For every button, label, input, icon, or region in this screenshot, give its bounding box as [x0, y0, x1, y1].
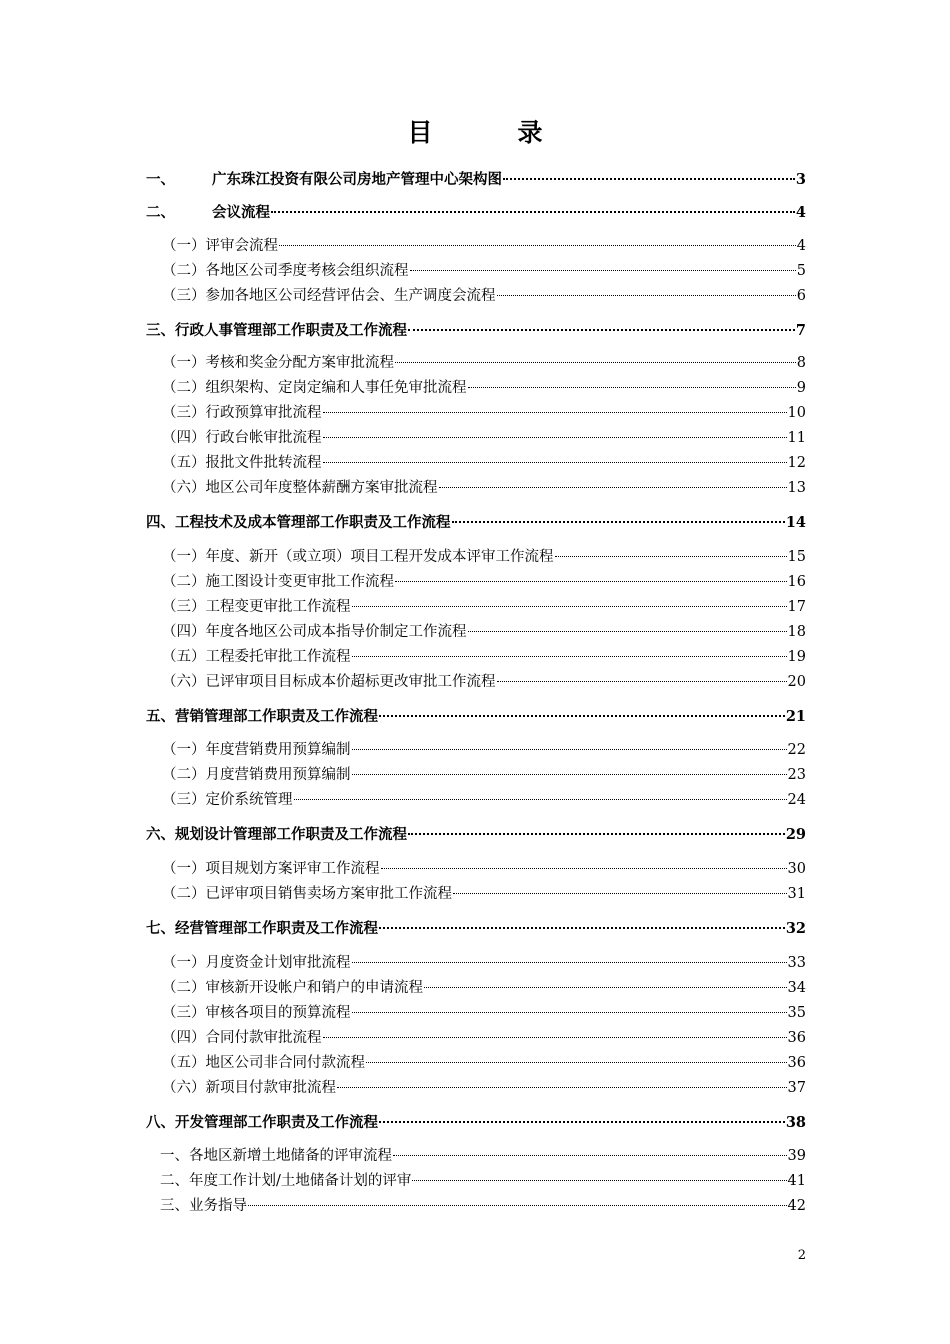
toc-entry-number: （五）	[162, 649, 206, 665]
toc-entry-number: 三、	[160, 1198, 189, 1214]
toc-entry[interactable]	[162, 546, 806, 568]
toc-entry-title: 考核和奖金分配方案审批流程	[205, 355, 394, 371]
toc-entry-title: 审核新开设帐户和销户的申请流程	[205, 980, 423, 996]
toc-entry[interactable]	[162, 739, 806, 761]
toc-entry-title: 行政人事管理部工作职责及工作流程	[175, 322, 407, 339]
toc-dot-leader	[412, 1170, 786, 1181]
toc-entry-number: （一）	[162, 955, 206, 971]
toc-entry-number: （三）	[162, 599, 206, 615]
toc-entry-number: 四、	[146, 514, 175, 531]
toc-entry[interactable]	[162, 352, 806, 374]
toc-entry-number: （一）	[162, 238, 206, 254]
toc-entry[interactable]	[162, 621, 806, 643]
toc-entry-page: 37	[787, 1080, 806, 1096]
toc-dot-leader	[337, 1077, 787, 1088]
toc-dot-leader	[279, 235, 796, 246]
toc-entry-number: 二、	[146, 204, 175, 221]
toc-entry-page: 32	[785, 920, 806, 937]
toc-dot-leader	[323, 1027, 787, 1038]
toc-dot-leader	[323, 427, 787, 438]
toc-entry-title: 月度资金计划审批流程	[205, 955, 351, 971]
toc-entry-title: 地区公司年度整体薪酬方案审批流程	[205, 480, 438, 496]
toc-entry[interactable]	[162, 285, 806, 307]
toc-dot-leader	[408, 823, 785, 835]
toc-entry-page: 10	[787, 405, 806, 421]
toc-dot-leader	[395, 352, 796, 363]
toc-entry-page: 11	[787, 430, 806, 446]
toc-entry[interactable]	[146, 201, 806, 223]
toc-entry-page: 19	[787, 649, 806, 665]
toc-entry-title: 参加各地区公司经营评估会、生产调度会流程	[205, 288, 496, 304]
toc-entry-title: 会议流程	[212, 204, 270, 221]
toc-dot-leader	[497, 285, 796, 296]
toc-entry-page: 15	[787, 549, 806, 565]
toc-dot-leader	[352, 646, 787, 657]
toc-dot-leader	[468, 377, 796, 388]
toc-entry[interactable]	[162, 671, 806, 693]
toc-dot-leader	[366, 1052, 787, 1063]
toc-entry[interactable]	[162, 789, 806, 811]
toc-entry-page: 29	[785, 826, 806, 843]
toc-dot-leader	[555, 546, 787, 557]
toc-entry[interactable]	[162, 427, 806, 449]
toc-dot-leader	[352, 764, 787, 775]
toc-entry-page: 33	[787, 955, 806, 971]
toc-entry-number: （四）	[162, 1030, 206, 1046]
toc-entry-title: 地区公司非合同付款流程	[205, 1055, 365, 1071]
toc-entry-page: 4	[795, 204, 806, 221]
toc-entry[interactable]	[162, 571, 806, 593]
toc-entry[interactable]	[162, 477, 806, 499]
toc-entry-title: 工程变更审批工作流程	[205, 599, 351, 615]
toc-entry[interactable]	[146, 511, 806, 533]
toc-entry[interactable]	[162, 377, 806, 399]
toc-entry-number: 三、	[146, 322, 175, 339]
toc-entry-page: 35	[787, 1005, 806, 1021]
toc-entry-title: 已评审项目目标成本价超标更改审批工作流程	[205, 674, 496, 690]
toc-entry-page: 13	[787, 480, 806, 496]
page-title: 目 录	[407, 118, 573, 147]
toc-entry-title: 项目规划方案评审工作流程	[205, 861, 380, 877]
toc-entry-title: 年度各地区公司成本指导价制定工作流程	[205, 624, 467, 640]
toc-dot-leader	[410, 260, 796, 271]
toc-entry[interactable]	[146, 823, 806, 845]
toc-entry-number: （一）	[162, 742, 206, 758]
toc-entry-title: 各地区新增土地储备的评审流程	[189, 1148, 392, 1164]
toc-dot-leader	[248, 1195, 787, 1206]
toc-entry-title: 年度工作计划/土地储备计划的评审	[189, 1173, 412, 1189]
toc-entry-title: 评审会流程	[205, 238, 278, 254]
toc-entry-title: 各地区公司季度考核会组织流程	[205, 263, 409, 279]
toc-entry-number: 二、	[160, 1173, 189, 1189]
toc-entry[interactable]	[162, 858, 806, 880]
toc-entry-title: 开发管理部工作职责及工作流程	[175, 1114, 378, 1131]
toc-dot-leader	[379, 1111, 785, 1123]
toc-entry-number: （六）	[162, 1080, 206, 1096]
toc-dot-leader	[497, 671, 787, 682]
toc-dot-leader	[468, 621, 787, 632]
toc-entry-page: 16	[787, 574, 806, 590]
toc-entry-title: 工程委托审批工作流程	[205, 649, 351, 665]
toc-entry[interactable]	[162, 952, 806, 974]
toc-entry-page: 17	[787, 599, 806, 615]
toc-entry[interactable]	[146, 168, 806, 190]
toc-entry-number: （二）	[162, 263, 206, 279]
toc-entry-page: 23	[787, 767, 806, 783]
toc-dot-leader	[352, 952, 787, 963]
toc-entry-title: 定价系统管理	[205, 792, 293, 808]
toc-entry-page: 36	[787, 1030, 806, 1046]
toc-entry-page: 9	[796, 380, 806, 396]
toc-entry-number: （三）	[162, 1005, 206, 1021]
toc-entry-number: （二）	[162, 767, 206, 783]
toc-entry[interactable]	[162, 977, 806, 999]
toc-entry-title: 施工图设计变更审批工作流程	[205, 574, 394, 590]
toc-entry-page: 7	[795, 322, 806, 339]
toc-entry-page: 22	[787, 742, 806, 758]
toc-entry-number: （二）	[162, 574, 206, 590]
toc-entry-page: 36	[787, 1055, 806, 1071]
toc-entry-title: 行政台帐审批流程	[205, 430, 322, 446]
toc-entry-title: 经营管理部工作职责及工作流程	[175, 920, 378, 937]
toc-entry-number: （二）	[162, 886, 206, 902]
toc-dot-leader	[452, 511, 785, 523]
toc-entry-title: 审核各项目的预算流程	[205, 1005, 351, 1021]
toc-entry-page: 14	[785, 514, 806, 531]
toc-entry[interactable]	[162, 646, 806, 668]
toc-entry-number: （一）	[162, 861, 206, 877]
toc-entry-number: （六）	[162, 480, 206, 496]
toc-entry-title: 工程技术及成本管理部工作职责及工作流程	[175, 514, 451, 531]
toc-entry-page: 24	[787, 792, 806, 808]
toc-entry[interactable]	[160, 1195, 806, 1217]
toc-dot-leader	[453, 883, 787, 894]
toc-entry-number: （六）	[162, 674, 206, 690]
toc-entry[interactable]	[162, 235, 806, 257]
toc-entry[interactable]	[162, 596, 806, 618]
toc-entry-page: 31	[787, 886, 806, 902]
toc-entry-page: 30	[787, 861, 806, 877]
toc-entry-number: （四）	[162, 624, 206, 640]
toc-entry-title: 行政预算审批流程	[205, 405, 322, 421]
toc-entry-title: 合同付款审批流程	[205, 1030, 322, 1046]
toc-entry-number: 八、	[146, 1114, 175, 1131]
toc-entry-number: （五）	[162, 455, 206, 471]
toc-dot-leader	[503, 168, 795, 180]
toc-entry-page: 41	[787, 1173, 806, 1189]
toc-entry-number: 一、	[160, 1148, 189, 1164]
toc-entry[interactable]	[146, 1111, 806, 1133]
toc-entry-title: 组织架构、定岗定编和人事任免审批流程	[205, 380, 467, 396]
toc-entry[interactable]	[146, 917, 806, 939]
toc-entry-number: 六、	[146, 826, 175, 843]
toc-entry-title: 新项目付款审批流程	[205, 1080, 336, 1096]
toc-entry-title: 年度、新开（或立项）项目工程开发成本评审工作流程	[205, 549, 554, 565]
toc-entry[interactable]	[162, 260, 806, 282]
toc-entry-number: （二）	[162, 380, 206, 396]
toc-entry-number: （四）	[162, 430, 206, 446]
toc-entry-page: 5	[796, 263, 806, 279]
toc-entry-page: 12	[787, 455, 806, 471]
toc-entry-number: 七、	[146, 920, 175, 937]
toc-dot-leader	[395, 571, 787, 582]
toc-entry-page: 3	[795, 171, 806, 188]
toc-entry-number: （三）	[162, 405, 206, 421]
toc-entry-title: 业务指导	[189, 1198, 247, 1214]
toc-entry-number: 一、	[146, 171, 175, 188]
page-number: 2	[797, 1248, 806, 1263]
toc-entry[interactable]	[160, 1170, 806, 1192]
toc-entry-title: 规划设计管理部工作职责及工作流程	[175, 826, 407, 843]
toc-dot-leader	[352, 739, 787, 750]
toc-dot-leader	[379, 705, 785, 717]
toc-entry-title: 年度营销费用预算编制	[205, 742, 351, 758]
toc-entry-title: 月度营销费用预算编制	[205, 767, 351, 783]
toc-entry-title: 营销管理部工作职责及工作流程	[175, 708, 378, 725]
toc-dot-leader	[323, 402, 787, 413]
toc-entry[interactable]	[162, 764, 806, 786]
toc-entry-page: 38	[785, 1114, 806, 1131]
toc-dot-leader	[408, 319, 795, 331]
toc-entry[interactable]	[162, 402, 806, 424]
toc-entry[interactable]	[162, 1027, 806, 1049]
toc-dot-leader	[294, 789, 787, 800]
toc-entry[interactable]	[162, 452, 806, 474]
toc-entry-page: 20	[787, 674, 806, 690]
toc-entry-title: 广东珠江投资有限公司房地产管理中心架构图	[212, 171, 502, 188]
toc-entry[interactable]	[162, 1077, 806, 1099]
toc-dot-leader	[379, 917, 785, 929]
toc-dot-leader	[424, 977, 787, 988]
toc-entry-page: 42	[787, 1198, 806, 1214]
toc-dot-leader	[352, 596, 787, 607]
toc-entry-page: 6	[796, 288, 806, 304]
toc-entry[interactable]	[160, 1145, 806, 1167]
toc-entry[interactable]	[146, 705, 806, 727]
toc-dot-leader	[393, 1145, 787, 1156]
toc-entry-number: （五）	[162, 1055, 206, 1071]
toc-entry-page: 21	[785, 708, 806, 725]
toc-entry[interactable]	[146, 319, 806, 341]
toc-entry-number: 五、	[146, 708, 175, 725]
toc-entry-title: 已评审项目销售卖场方案审批工作流程	[205, 886, 452, 902]
toc-entry-page: 18	[787, 624, 806, 640]
toc-dot-leader	[352, 1002, 787, 1013]
toc-dot-leader	[381, 858, 787, 869]
toc-dot-leader	[323, 452, 787, 463]
toc-dot-leader	[271, 201, 795, 213]
toc-entry-number: （三）	[162, 792, 206, 808]
toc-entry-page: 4	[796, 238, 806, 254]
toc-entry-number: （三）	[162, 288, 206, 304]
toc-entry-number: （二）	[162, 980, 206, 996]
toc-entry-number: （一）	[162, 549, 206, 565]
toc-entry-number: （一）	[162, 355, 206, 371]
toc-dot-leader	[439, 477, 787, 488]
toc-entry-title: 报批文件批转流程	[205, 455, 322, 471]
toc-entry-page: 34	[787, 980, 806, 996]
toc-entry-page: 8	[796, 355, 806, 371]
toc-entry[interactable]	[162, 1002, 806, 1024]
toc-entry[interactable]	[162, 1052, 806, 1074]
toc-entry[interactable]	[162, 883, 806, 905]
toc-entry-page: 39	[787, 1148, 806, 1164]
